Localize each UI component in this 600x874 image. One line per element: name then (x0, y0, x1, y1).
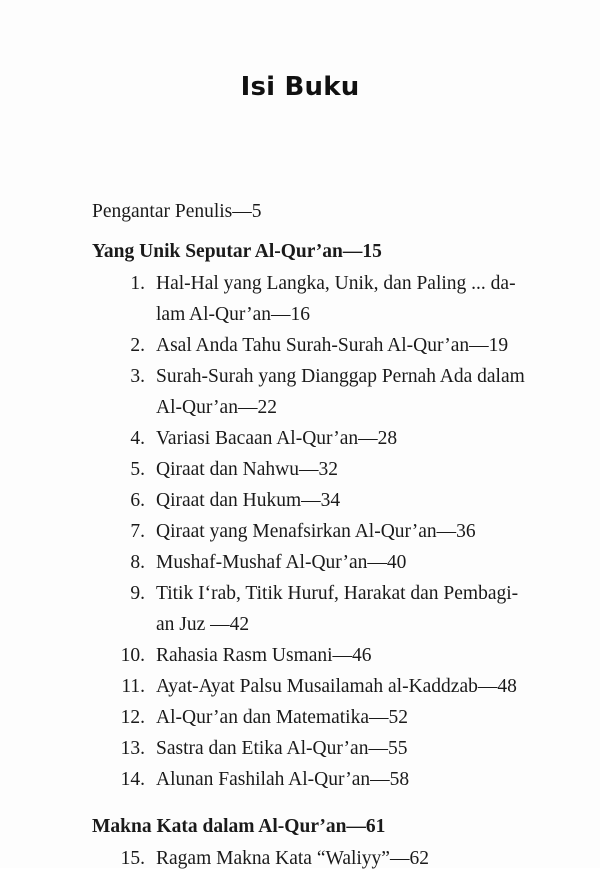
entry-text (156, 485, 551, 516)
toc-entry-13 (92, 733, 562, 764)
entry-line: Qiraat yang Menafsirkan Al-Qur’an—36 (156, 521, 476, 542)
toc-entry-9 (92, 578, 562, 640)
toc-entry-4 (92, 423, 562, 454)
entry-number: 10. (120, 645, 145, 666)
entry-text (156, 454, 551, 485)
entry-text (156, 702, 551, 733)
entry-number: 4. (130, 428, 145, 449)
entry-text (156, 578, 551, 640)
entry-text (156, 733, 551, 764)
toc-entry-11 (92, 671, 562, 702)
toc-entry-3 (92, 361, 562, 423)
entry-text (156, 423, 551, 454)
entry-text (156, 330, 551, 361)
entry-line: Al-Qur’an—22 (156, 397, 277, 418)
entry-line: lam Al-Qur’an—16 (156, 304, 310, 325)
entry-line: Rahasia Rasm Usmani—46 (156, 645, 372, 666)
entry-text (156, 843, 551, 874)
entry-line: Al-Qur’an dan Matematika—52 (156, 707, 408, 728)
entry-line: Alunan Fashilah Al-Qur’an—58 (156, 769, 410, 790)
entry-line: Sastra dan Etika Al-Qur’an—55 (156, 738, 408, 759)
entry-number: 12. (120, 707, 145, 728)
toc-entry-10 (92, 640, 562, 671)
entry-number: 11. (121, 676, 145, 697)
entry-line: Qiraat dan Nahwu—32 (156, 459, 338, 480)
section-2-entries (92, 843, 562, 874)
toc-entry-5 (92, 454, 562, 485)
entry-number: 1. (130, 273, 145, 294)
entry-number: 15. (120, 848, 145, 869)
entry-text (156, 516, 551, 547)
toc-entry-8 (92, 547, 562, 578)
entry-text (156, 640, 551, 671)
entry-line: Surah-Surah yang Dianggap Pernah Ada dalam (156, 366, 525, 387)
entry-number: 7. (130, 521, 145, 542)
toc-entry-6 (92, 485, 562, 516)
entry-line: Qiraat dan Hukum—34 (156, 490, 341, 511)
entry-number: 13. (120, 738, 145, 759)
entry-line: Titik I‘rab, Titik Huruf, Harakat dan Pembagi- (156, 583, 519, 604)
entry-line: Ayat-Ayat Palsu Musailamah al-Kaddzab—48 (156, 676, 517, 697)
entry-line: Variasi Bacaan Al-Qur’an—28 (156, 428, 398, 449)
toc-entry-15 (92, 843, 562, 874)
entry-number: 8. (130, 552, 145, 573)
entry-number: 5. (130, 459, 145, 480)
entry-text (156, 671, 551, 702)
toc-entry-14 (92, 764, 562, 795)
section-1-entries (92, 268, 562, 795)
toc-entry-12 (92, 702, 562, 733)
section-title-2: Makna Kata dalam Al-Qur’an—61 (92, 816, 386, 837)
entry-line: Asal Anda Tahu Surah-Surah Al-Qur’an—19 (156, 335, 509, 356)
toc-entry-7 (92, 516, 562, 547)
entry-line: Hal-Hal yang Langka, Unik, dan Paling ... da- (156, 273, 516, 294)
entry-line: Mushaf-Mushaf Al-Qur’an—40 (156, 552, 407, 573)
entry-text (156, 268, 551, 330)
entry-number: 3. (130, 366, 145, 387)
toc-preface: Pengantar Penulis—5 (92, 201, 262, 222)
table-of-contents (92, 198, 562, 874)
entry-line: Ragam Makna Kata “Waliyy”—62 (156, 848, 429, 869)
entry-number: 2. (130, 335, 145, 356)
entry-text (156, 361, 551, 423)
entry-number: 14. (120, 769, 145, 790)
entry-number: 9. (130, 583, 145, 604)
entry-text (156, 764, 551, 795)
toc-entry-1 (92, 268, 562, 330)
page-title: Isi Buku (240, 72, 360, 102)
entry-number: 6. (130, 490, 145, 511)
toc-entry-2 (92, 330, 562, 361)
entry-line: an Juz —42 (156, 614, 250, 635)
section-title-1: Yang Unik Seputar Al-Qur’an—15 (92, 241, 382, 262)
entry-text (156, 547, 551, 578)
